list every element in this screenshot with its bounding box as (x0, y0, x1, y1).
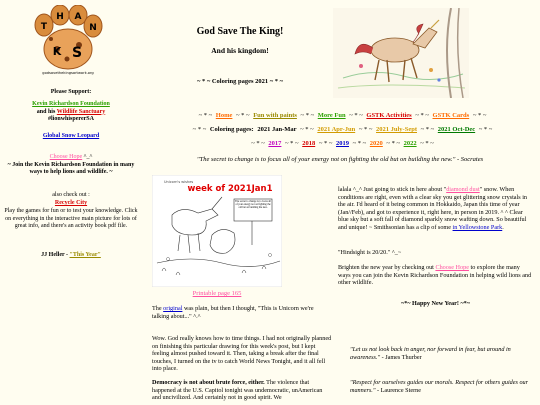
nav-separator: ~ * ~ (198, 112, 213, 119)
jj-heller-line (4, 252, 138, 260)
coloring-pages-nav (145, 126, 540, 133)
paw-letter: N (89, 23, 97, 33)
hindsight-text: "Hindsight is 20/20." ^_~ (338, 249, 402, 256)
nav-separator: ~ * ~ (415, 112, 429, 119)
nav-separator: ~ * ~ (358, 126, 373, 133)
nav-separator: ~ * ~ (251, 140, 265, 147)
happy-new-year: ~*~ Happy New Year! ~*~ (400, 300, 470, 307)
year-2017-link[interactable]: 2017 (268, 140, 282, 147)
kevin-foundation-link[interactable]: Kevin Richardson Foundation (32, 101, 110, 107)
nav-gstk-cards-link[interactable]: GSTK Cards (432, 112, 470, 119)
democracy-bold: Democracy is not about brute force, either. (152, 379, 265, 386)
year-2022-link[interactable]: 2022 (403, 140, 417, 147)
nav-home-link[interactable]: Home (215, 112, 233, 119)
sterne-quote (350, 379, 530, 394)
original-paragraph (152, 305, 332, 320)
diamond-dust-link[interactable]: diamond dust (446, 186, 480, 193)
jj-heller-text: JJ Heller - (41, 252, 70, 258)
join-foundation-text: ~ Join the Kevin Richardson Foundation in many ways to help lions and wildlife. ~ (7, 161, 135, 175)
thurber-author: - James Thurber (380, 353, 422, 361)
oct-dec-link[interactable]: 2021 Oct-Dec (437, 126, 476, 133)
choose-hope-inline-link[interactable]: Choose Hope (435, 264, 469, 271)
paw-caption: godsavethekingsartwork.org (42, 71, 94, 75)
paw-letter: A (74, 12, 82, 22)
sign-text: The secret to change is to focus all of your energy not on fighting the old but on building the new. (235, 200, 271, 209)
choose-hope-suffix: ^_^ (82, 154, 93, 160)
nav-separator: ~ * ~ (300, 126, 314, 133)
coloring-page-preview[interactable] (152, 175, 282, 287)
diamond-dust-mid: " snow. When conditions are right, even with a clear sky you get glittering snow crystals in the air. I'd heard of it being common in Hokkaido, Japan this time of year (Jan//Feb), and got to experience it, right here, in person in 2019. ^ ^ Clear blue sky but a soft fall of diamond sparkly snow wafting down. So beautiful and unique! ~ Smithsonian has a clip of some (338, 186, 528, 231)
july-sept-link[interactable]: 2021 July-Sept (376, 126, 417, 133)
diamond-dust-pre: lalala ^_^ Just going to stick in here about " (338, 186, 447, 193)
snow-leopard-link[interactable]: Global Snow Leopard (42, 133, 100, 139)
original-text-pre: The (152, 305, 164, 312)
nav-separator: ~ * ~ (349, 112, 363, 119)
nav-separator: ~ * ~ (386, 140, 400, 147)
democracy-paragraph (152, 379, 332, 402)
recycle-city-link[interactable]: Recycle City (54, 200, 88, 206)
also-check-heading: also check out : (52, 192, 90, 198)
nav-fun-with-paints-link[interactable]: Fun with paints (253, 112, 297, 119)
paw-letter: H (56, 12, 64, 22)
this-year-link[interactable]: "This Year" (69, 252, 101, 258)
nav-separator: ~ * ~ (318, 140, 333, 147)
sterne-author: - Laurence Sterne (375, 386, 421, 394)
week-label: week of 2021Jan1 (187, 184, 273, 194)
nav-more-fun-link[interactable]: More Fun (317, 112, 346, 119)
nav-gstk-activities-link[interactable]: GSTK Activities (366, 112, 412, 119)
diamond-dust-end: . (502, 223, 504, 231)
paw-letter: K (52, 45, 62, 58)
year-nav (145, 140, 540, 147)
nav-separator: ~ * ~ (192, 126, 207, 133)
thanks-paw-logo[interactable] (33, 5, 103, 77)
printable-page-block (152, 290, 282, 297)
yellowstone-link[interactable]: in Yellowstone Park (452, 223, 503, 231)
hashtag-text: #lionwhispererSA (48, 116, 94, 122)
nav-separator: ~ * ~ (478, 126, 493, 133)
coloring-pages-label: Coloring pages: (209, 126, 254, 133)
original-link[interactable]: original (163, 305, 183, 312)
and-his-text: and his (36, 108, 56, 115)
thurber-quote-text: "Let us not look back in anger, nor forward in fear, but around in awareness." (350, 346, 511, 361)
nav-separator: ~ * ~ (300, 112, 315, 119)
current-quarter-label: 2021 Jan-Mar (257, 126, 297, 133)
unicorn-illustration (333, 8, 469, 98)
main-nav (145, 112, 540, 119)
year-2020-link[interactable]: 2020 (369, 140, 383, 147)
coloring-pages-heading: ~ * ~ Coloring pages 2021 ~ * ~ (196, 78, 284, 85)
nav-separator: ~ * ~ (352, 140, 367, 147)
nav-separator: ~ * ~ (285, 140, 299, 147)
please-support-heading: Please Support: (50, 89, 92, 95)
recycle-description: Play the games for fun or to test your knowledge. Click on everything in the interactive main picture for lots of great info, and there's an activity book pdf file. (4, 208, 138, 229)
year-2019-link[interactable]: 2019 (336, 140, 349, 147)
page-title: God Save The King! (196, 26, 284, 37)
democracy-rest: The violence that happened at the U.S. Capitol tonight was undemocratic, unAmerican and uncivilized. And certainly not in good spirit. We (152, 379, 323, 402)
nav-separator: ~ * ~ (236, 112, 250, 119)
god-timing-paragraph: Wow. God really knows how to time things. I had not originally planned on finishing this particular drawing for this week's post, but I kept feeling almost pushed toward it. Then, taking a break after the final touches, I turned on the tv to catch World News Tonight, and it all fell into place. (152, 335, 332, 373)
wildlife-sanctuary-link[interactable]: Wildlife Sanctuary (56, 108, 106, 115)
page-subtitle: And his kingdom! (211, 46, 269, 55)
paw-letter: T (40, 22, 48, 32)
original-text-post: was plain, but then I thought, "This is Unicorn we're talking about..." ^.^ (152, 305, 314, 320)
paw-letter: S (71, 45, 83, 61)
choose-hope-pre: Brighten the new year by checking out (338, 264, 436, 271)
support-block (4, 101, 138, 124)
choose-hope-block (4, 154, 138, 177)
diamond-dust-paragraph (338, 186, 533, 232)
year-2018-link[interactable]: 2018 (302, 140, 316, 147)
choose-hope-paragraph (338, 264, 533, 287)
thurber-quote (350, 346, 530, 361)
sterne-quote-text: "Respect for ourselves guides our morals. Respect for others guides our manners." (350, 379, 529, 394)
apr-jun-link[interactable]: 2021 Apr-Jun (317, 126, 356, 133)
socrates-quote: "The secret to change is to focus all of your energy not on fighting the old but on building the new." - Socrates (196, 156, 484, 163)
nav-separator: ~ * ~ (420, 126, 435, 133)
printable-page-link[interactable]: Printable page 165 (192, 290, 242, 297)
choose-hope-post: to explore the many ways you can join the Kevin Richardson Foundation in helping wild lions and other wildlife. (338, 264, 532, 287)
nav-separator: ~ * ~ (420, 140, 434, 147)
nav-separator: ~ * ~ (472, 112, 487, 119)
choose-hope-link[interactable]: Choose Hope (49, 154, 83, 160)
coloring-page-header: Unicorn's wishes (164, 180, 194, 184)
